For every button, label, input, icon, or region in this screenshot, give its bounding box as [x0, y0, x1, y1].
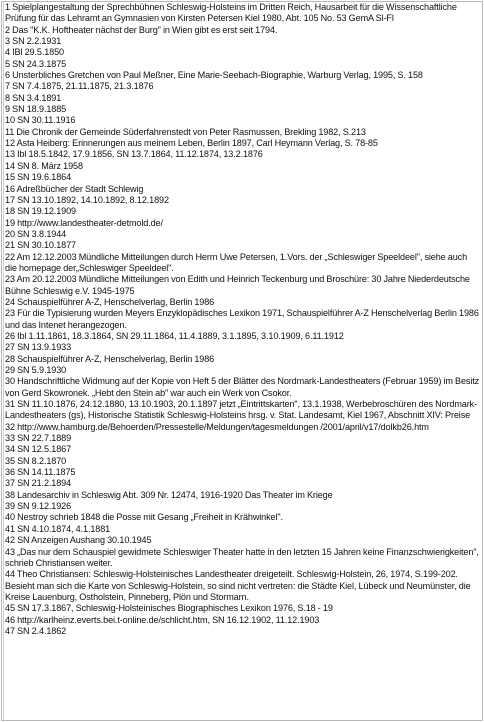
- footnote-47: 47 SN 2.4.1862: [5, 625, 67, 636]
- footnote-39: 39 SN 9.12.1926: [5, 501, 72, 512]
- footnote-1: 1 Spielplangestaltung der Sprechbühnen Schleswig-Holsteins im Dritten Reich, Hausarbeit für die Wissenschaftliche Prüfung für das Lehramt an Gymnasien von Kirsten Petersen Kiel 1980, Abt. 105 No. 53 GemA Sl-Fl: [5, 2, 457, 24]
- footnote-45: 45 SN 17.3.1867, Schleswig-Holsteinisches Biographisches Lexikon 1976, S.18 - 19: [5, 603, 333, 614]
- footnote-9: 9 SN 18.9.1885: [5, 104, 67, 115]
- footnote-33: 33 SN 22.7.1889: [5, 433, 72, 444]
- footnote-4: 4 IBl 29.5.1850: [5, 47, 64, 58]
- footnote-43: 43 „Das nur dem Schauspiel gewidmete Schleswiger Theater hatte in den letzten 15 Jahren keine Finanzschwierigkeiten", schrieb Christiansen weiter.: [5, 546, 479, 568]
- left-margin-rule: [3, 1, 4, 720]
- footnote-20: 20 SN 3.8.1944: [5, 228, 67, 239]
- footnote-30: 30 Handschriftliche Widmung auf der Kopie von Heft 5 der Blätter des Nordmark-Landestheaters (Februar 1959) im Besitz von Gerd Skowronek. „Hebt den Stein ab" war auch ein Werk von Csokor.: [5, 376, 480, 398]
- footnote-2: 2 Das "K.K. Hoftheater nächst der Burg" in Wien gibt es erst seit 1794.: [5, 24, 278, 35]
- footnote-18: 18 SN 19.12.1909: [5, 206, 76, 217]
- footnote-14: 14 SN 8. März 1958: [5, 160, 83, 171]
- footnote-35: 35 SN 8.2.1870: [5, 455, 67, 466]
- footnote-3: 3 SN 2.2.1931: [5, 36, 62, 47]
- footnote-7: 7 SN 7.4.1875, 21.11.1875, 21.3.1876: [5, 81, 154, 92]
- footnote-26: 26 Ibl 1.11.1861, 18.3.1864, SN 29.11.1864, 11.4.1889, 3.1.1895, 3.10.1909, 6.11.1912: [5, 330, 344, 341]
- footnote-44: 44 Theo Christiansen: Schleswig-Holsteinisches Landestheater dreigeteilt. Schleswig-Holstein, 26, 1974, S.199-202. Besieht man sich die Karte von Schleswig-Holstein, so sind nicht vertreten: die Städte Kiel, Lübeck und Neumünster, die Kreise Lauenburg, Ostholstein, Pinneberg, Plön und Stormarn.: [5, 569, 471, 602]
- footnote-13: 13 Ibl 18.5.1842, 17.9.1856, SN 13.7.1864, 11.12.1874, 13.2.1876: [5, 149, 263, 160]
- footnote-28: 28 Schauspielführer A-Z, Henschelverlag, Berlin 1986: [5, 353, 215, 364]
- footnote-34: 34 SN 12.5.1867: [5, 444, 72, 455]
- footnote-19: 19 http://www.landestheater-detmold.de/: [5, 217, 163, 228]
- footnote-40: 40 Nestroy schrieb 1848 die Posse mit Gesang „Freiheit in Krähwinkel".: [5, 512, 283, 523]
- footnote-42: 42 SN Anzeigen Aushang 30.10.1945: [5, 535, 152, 546]
- footnote-22: 22 Am 12.12.2003 Mündliche Mitteilungen durch Herrn Uwe Petersen, 1.Vors. der „Schleswiger Speeldeel", siehe auch die homepage der„Schleswiger Speeldeel".: [5, 251, 468, 273]
- footnote-29: 29 SN 5.9.1930: [5, 365, 67, 375]
- footnote-16: 16 Adreßbücher der Stadt Schlewig: [5, 183, 144, 194]
- footnote-27: 27 SN 13.9.1933: [5, 342, 72, 353]
- footnote-17: 17 SN 13.10.1892, 14.10.1892, 8.12.1892: [5, 194, 169, 205]
- footnote-38: 38 Landesarchiv in Schleswig Abt. 309 Nr. 12474, 1916-1920 Das Theater im Kriege: [5, 489, 333, 500]
- footnote-list: [5, 2, 480, 637]
- footnote-12: 12 Asta Heiberg: Erinnerungen aus meinem Leben, Berlin 1897, Carl Heymann Verlag, S. 78-85: [5, 138, 378, 149]
- footnote-8: 8 SN 3.4.1891: [5, 92, 62, 103]
- footnote-36: 36 SN 14.11.1875: [5, 467, 76, 478]
- footnote-11: 11 Die Chronik der Gemeinde Süderfahrenstedt von Peter Rasmussen, Brekling 1982, S.213: [5, 126, 366, 137]
- footnote-37: 37 SN 21.2.1894: [5, 478, 72, 489]
- footnote-24: 24 Schauspielführer A-Z, Henschelverlag, Berlin 1986: [5, 296, 215, 307]
- footnote-6: 6 Unsterbliches Gretchen von Paul Meßner, Eine Marie-Seebach-Biographie, Warburg Verlag, 1995, S. 158: [5, 70, 423, 81]
- footnote-31: 31 SN 11.10.1876, 24.12.1880, 13.10.1903, 20.1.1897 jetzt „Eintrittskarten", 13.1.1938, Werbebroschüren des Nordmark-Landestheaters (gs), Historische Statistik Schleswig-Holsteins hrsg. v. Stat. Landesamt, Kiel 1967, Abschnitt XIV: Preise: [5, 399, 477, 421]
- footnote-46: 46 http://karlheinz.everts.bei.t-online.de/schlicht.htm, SN 16.12.1902, 11.12.1903: [5, 614, 320, 625]
- footnote-23: 23 Am 20.12.2003 Mündliche Mitteilungen von Edith und Heinrich Teckenburg und Broschüre: 30 Jahre Niederdeutsche Bühne Schleswig e.V. 1945-1975: [5, 274, 470, 296]
- footnote-41: 41 SN 4.10.1874, 4.1.1881: [5, 523, 111, 534]
- footnote-25: 23 Für die Typisierung wurden Meyers Enzyklopädisches Lexikon 1971, Schauspielführer A-Z Henschelverlag Berlin 1986 und das Intenet herangezogen.: [5, 308, 479, 330]
- footnote-10: 10 SN 30.11.1916: [5, 115, 76, 126]
- footnote-15: 15 SN 19.6.1864: [5, 172, 72, 183]
- footnote-21: 21 SN 30.10.1877: [5, 240, 76, 251]
- footnote-5: 5 SN 24.3.1875: [5, 58, 67, 69]
- footnote-32: 32 http://www.hamburg.de/Behoerden/Pressestelle/Meldungen/tagesmeldungen /2001/april/v17/dolkb26.htm: [5, 421, 429, 432]
